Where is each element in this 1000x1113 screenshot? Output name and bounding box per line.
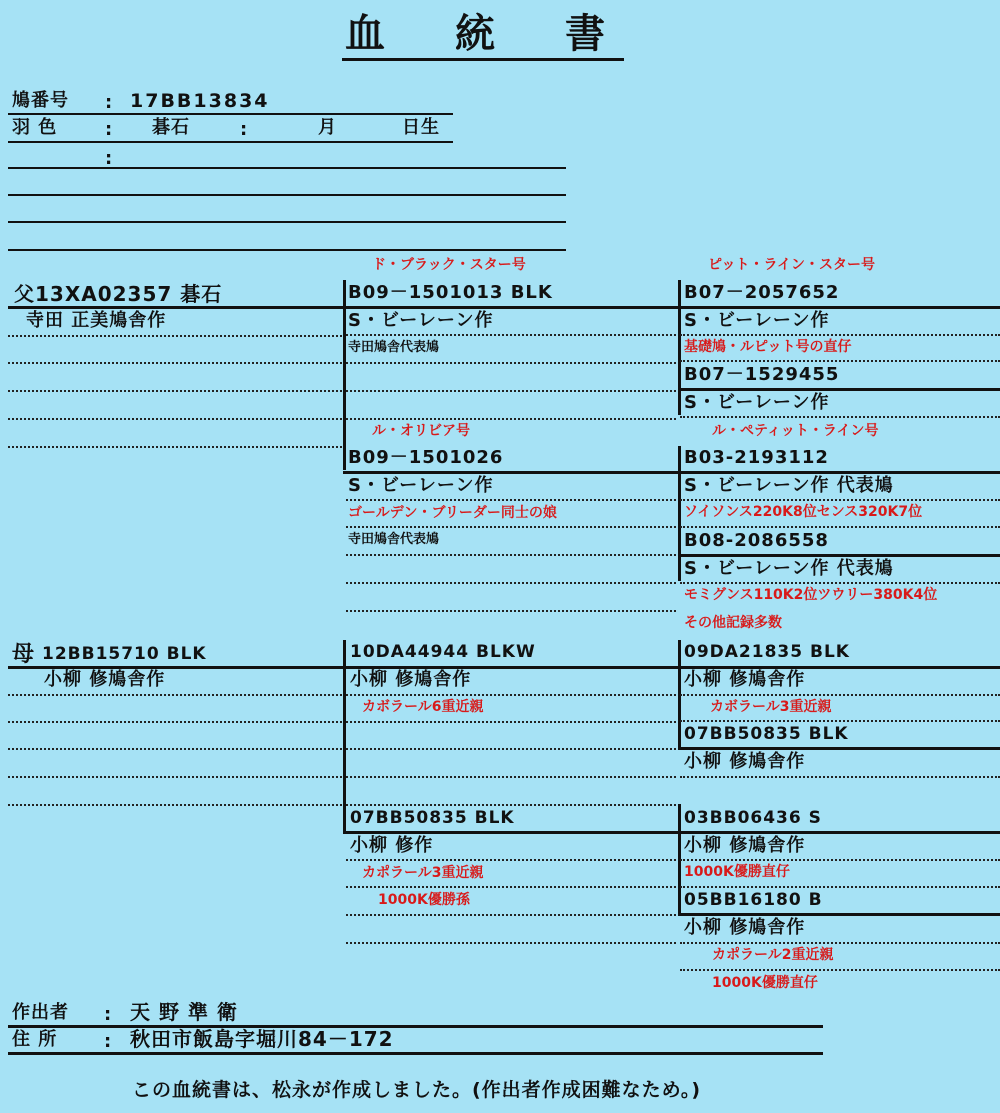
gd-ring: B09－1501026 bbox=[348, 447, 504, 468]
color-value: 碁石 bbox=[152, 117, 190, 138]
footer-note: この血統書は、松永が作成しました。(作出者作成困難なため。) bbox=[132, 1079, 702, 1101]
dd-s-line bbox=[678, 831, 1000, 834]
dotted-line bbox=[346, 859, 676, 861]
dotted-line bbox=[346, 526, 676, 528]
dotted-line bbox=[346, 499, 676, 501]
dotted-line bbox=[8, 748, 342, 750]
gd-title: ル・オリビア号 bbox=[372, 423, 470, 439]
author-label: 作出者 bbox=[12, 1002, 69, 1023]
divider bbox=[8, 141, 453, 143]
gd-line bbox=[343, 471, 680, 474]
divider bbox=[8, 167, 566, 169]
divider bbox=[8, 194, 566, 196]
dotted-line bbox=[346, 776, 676, 778]
dotted-line bbox=[680, 582, 1000, 584]
dotted-line bbox=[680, 886, 1000, 888]
address-label: 住 所 bbox=[12, 1029, 58, 1050]
divider bbox=[8, 221, 566, 223]
gd-note: 寺田鳩舎代表鳩 bbox=[348, 532, 440, 547]
ds-ring: 10DA44944 BLKW bbox=[350, 642, 536, 662]
gs-line bbox=[343, 306, 680, 309]
bracket-line bbox=[678, 280, 681, 415]
dotted-line bbox=[346, 610, 676, 612]
ds-d-breeder: 小柳 修鳩舎作 bbox=[684, 751, 806, 772]
dam-breeder: 小柳 修鳩舎作 bbox=[44, 669, 166, 690]
dotted-line bbox=[680, 334, 1000, 336]
divider bbox=[8, 249, 566, 251]
gd-breeder: S・ビーレーン作 bbox=[348, 475, 494, 496]
gd-s-note: ソイソンス220K8位センス320K7位 bbox=[684, 504, 923, 520]
dd-d-note2: 1000K優勝直仔 bbox=[712, 975, 818, 991]
gd-d-line bbox=[678, 554, 1000, 557]
dd-s-breeder: 小柳 修鳩舎作 bbox=[684, 835, 806, 856]
bracket-line bbox=[678, 446, 681, 581]
dotted-line bbox=[346, 418, 676, 420]
sire-name: 父13XA02357 碁石 bbox=[14, 282, 223, 306]
dotted-line bbox=[680, 859, 1000, 861]
author-name: 天 野 準 衛 bbox=[130, 1000, 238, 1024]
dam-prefix: 母 bbox=[12, 642, 36, 667]
dotted-line bbox=[8, 776, 342, 778]
gs-note: 寺田鳩舎代表鳩 bbox=[348, 340, 440, 355]
dd-d-line bbox=[678, 913, 1000, 916]
dotted-line bbox=[680, 776, 1000, 778]
bird-number: 17BB13834 bbox=[130, 90, 270, 112]
dotted-line bbox=[346, 334, 676, 336]
address: 秋田市飯島字堀川84－172 bbox=[130, 1027, 394, 1051]
dotted-line bbox=[346, 942, 676, 944]
dotted-line bbox=[680, 720, 1000, 722]
dotted-line bbox=[346, 582, 676, 584]
gs-breeder: S・ビーレーン作 bbox=[348, 310, 494, 331]
dd-note-red2: 1000K優勝孫 bbox=[378, 892, 470, 908]
gd-d-note2: その他記録多数 bbox=[684, 615, 782, 631]
gs-ring: B09－1501013 BLK bbox=[348, 282, 553, 303]
born-label: 日生 bbox=[402, 117, 440, 138]
colon: : bbox=[104, 1004, 113, 1025]
gd-d-note1: モミグンス110K2位ツウリー380K4位 bbox=[684, 587, 938, 603]
dotted-line bbox=[680, 942, 1000, 944]
colon: : bbox=[105, 148, 114, 169]
dotted-line bbox=[680, 499, 1000, 501]
ds-breeder: 小柳 修鳩舎作 bbox=[350, 669, 472, 690]
dd-d-breeder: 小柳 修鳩舎作 bbox=[684, 917, 806, 938]
gs-d-line bbox=[678, 388, 1000, 391]
sire-line bbox=[8, 306, 346, 309]
color-label: 羽 色 bbox=[12, 117, 58, 138]
ds-d-line bbox=[678, 747, 1000, 750]
dd-s-note: 1000K優勝直仔 bbox=[684, 864, 790, 880]
dd-line bbox=[343, 831, 680, 834]
gs-d-ring: B07－1529455 bbox=[684, 364, 840, 385]
colon: : bbox=[105, 92, 114, 113]
dotted-line bbox=[346, 804, 676, 806]
bird-number-label: 鳩番号 bbox=[12, 90, 69, 111]
ds-s-note: カボラール3重近親 bbox=[710, 699, 832, 715]
sire-breeder: 寺田 正美鳩舎作 bbox=[26, 310, 167, 331]
gd-d-ring: B08-2086558 bbox=[684, 530, 829, 551]
ds-d-ring: 07BB50835 BLK bbox=[684, 724, 849, 744]
dotted-line bbox=[8, 390, 342, 392]
colon: : bbox=[240, 119, 249, 140]
colon: : bbox=[105, 119, 114, 140]
colon: : bbox=[104, 1031, 113, 1052]
dotted-line bbox=[346, 748, 676, 750]
divider bbox=[8, 113, 453, 115]
page-title: 血統書 bbox=[345, 11, 675, 57]
dd-d-note1: カポラール2重近親 bbox=[712, 947, 834, 963]
gd-s-ring: B03-2193112 bbox=[684, 447, 829, 468]
dd-breeder: 小柳 修作 bbox=[350, 835, 434, 856]
dotted-line bbox=[346, 554, 676, 556]
ds-note-red: カボラール6重近親 bbox=[362, 699, 484, 715]
dotted-line bbox=[346, 886, 676, 888]
gs-s-ring: B07－2057652 bbox=[684, 282, 840, 303]
ds-s-ring: 09DA21835 BLK bbox=[684, 642, 850, 662]
dd-note-red1: カポラール3重近親 bbox=[362, 865, 484, 881]
dotted-line bbox=[680, 694, 1000, 696]
dotted-line bbox=[346, 390, 676, 392]
gd-d-breeder: S・ビーレーン作 代表鳩 bbox=[684, 558, 894, 579]
dotted-line bbox=[680, 526, 1000, 528]
month-label: 月 bbox=[318, 117, 337, 138]
dam-name: 12BB15710 BLK bbox=[42, 644, 207, 664]
gd-s-title: ル・ペティット・ライン号 bbox=[712, 423, 879, 439]
gd-s-line bbox=[678, 471, 1000, 474]
dotted-line bbox=[346, 694, 676, 696]
gd-note-red: ゴールデン・ブリーダー同士の娘 bbox=[348, 505, 557, 521]
dotted-line bbox=[8, 446, 342, 448]
dd-ring: 07BB50835 BLK bbox=[350, 808, 515, 828]
dd-d-ring: 05BB16180 B bbox=[684, 890, 823, 910]
ds-s-breeder: 小柳 修鳩舎作 bbox=[684, 669, 806, 690]
gs-s-title: ピット・ライン・スター号 bbox=[708, 257, 876, 273]
dotted-line bbox=[680, 416, 1000, 418]
title-underline bbox=[342, 58, 624, 61]
footer-line bbox=[8, 1052, 823, 1055]
gs-s-breeder: S・ビーレーン作 bbox=[684, 310, 830, 331]
gd-s-breeder: S・ビーレーン作 代表鳩 bbox=[684, 475, 894, 496]
dotted-line bbox=[346, 721, 676, 723]
dotted-line bbox=[680, 969, 1000, 971]
dotted-line bbox=[8, 362, 342, 364]
dotted-line bbox=[8, 694, 342, 696]
dotted-line bbox=[8, 804, 342, 806]
dotted-line bbox=[346, 362, 676, 364]
gs-s-line bbox=[678, 306, 1000, 309]
dotted-line bbox=[8, 721, 342, 723]
gs-d-breeder: S・ビーレーン作 bbox=[684, 392, 830, 413]
gs-title: ド・ブラック・スター号 bbox=[372, 257, 526, 273]
dotted-line bbox=[346, 914, 676, 916]
dotted-line bbox=[680, 360, 1000, 362]
dotted-line bbox=[8, 335, 342, 337]
dd-s-ring: 03BB06436 S bbox=[684, 808, 822, 828]
gs-s-note: 基礎鳩・ルピット号の直仔 bbox=[684, 339, 852, 355]
dotted-line bbox=[8, 418, 342, 420]
